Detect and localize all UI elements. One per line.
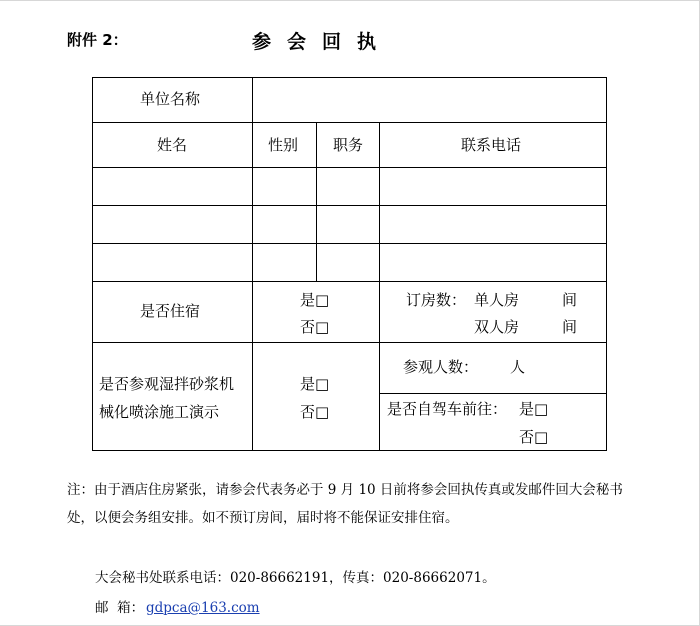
attendee-row[interactable] [93,244,606,281]
single-room-label: 单人房 [474,291,520,309]
attendee-row[interactable] [93,206,606,243]
demo-label-line1: 是否参观湿拌砂浆机 [99,375,235,393]
lodging-no-checkbox[interactable]: 否□ [300,318,330,336]
lodging-label: 是否住宿 [140,302,201,320]
demo-no-checkbox[interactable]: 否□ [300,403,330,421]
table-border-right [606,77,607,451]
self-drive-yes-checkbox[interactable]: 是□ [519,400,549,418]
single-room-unit: 间 [562,291,578,309]
attendee-row[interactable] [93,168,606,205]
column-header-gender: 性别 [268,136,299,154]
table-row-divider [92,122,606,123]
table-cell-divider [379,393,606,394]
table-border-top [92,77,606,78]
contact-info: 大会秘书处联系电话：020-86662191，传真：020-86662071。 [95,570,496,586]
demo-label-line2: 械化喷涂施工演示 [99,403,220,421]
double-room-label: 双人房 [474,318,520,336]
table-row-divider [92,342,606,343]
attachment-label: 附件 2： [67,31,128,49]
lodging-yes-checkbox[interactable]: 是□ [300,291,330,309]
note-line-2: 处，以便会务组安排。如不预订房间，届时将不能保证安排住宿。 [67,510,459,526]
table-border-bottom [92,450,607,451]
email-link[interactable]: gdpca@163.com [146,600,260,616]
double-room-unit: 间 [562,318,578,336]
page-border-top [0,0,700,1]
visitors-unit: 人 [510,358,526,376]
email-label: 邮 箱： [95,600,145,616]
self-drive-label: 是否自驾车前往： [387,400,508,418]
rooms-label: 订房数： [406,291,467,309]
page-title: 参会回执 [252,31,393,53]
self-drive-no-checkbox[interactable]: 否□ [519,428,549,446]
unit-name-field[interactable] [254,79,604,121]
table-row-divider [92,281,606,282]
demo-yes-checkbox[interactable]: 是□ [300,375,330,393]
visitors-label: 参观人数： [403,358,479,376]
unit-name-label: 单位名称 [140,90,201,108]
column-header-position: 职务 [333,136,364,154]
note-line-1: 注：由于酒店住房紧张，请参会代表务必于 9 月 10 日前将参会回执传真或发邮件回大会秘书 [67,482,623,498]
column-header-name: 姓名 [157,136,188,154]
column-header-phone: 联系电话 [461,136,522,154]
